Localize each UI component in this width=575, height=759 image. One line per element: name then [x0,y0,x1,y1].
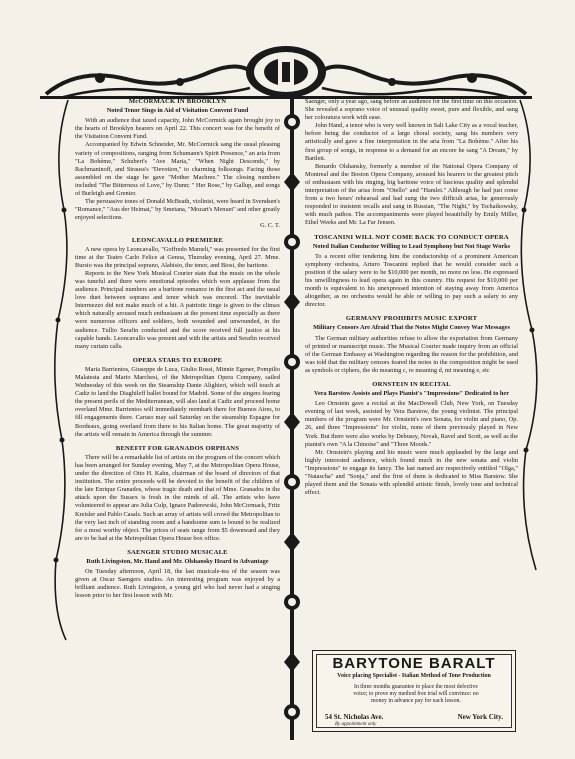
article-paragraph: Accompanied by Edwin Schneider, Mr. McCormick sang the usual pleasing variety of compositions, ranging from Schumann's Spirit Presence," an aria from "La Bohème," Schubert's "Ave Maria," "When Night Descends," by Rachmaninoff, and Strauss's "Devotion," to charming folksongs. Facing those assembled on the stage he gave "Mother Machree." The closing numbers included "The Bitterness of Love," by Dunn; " Her Rose," by Gallup, and songs of Burleigh and Grenier. [75,141,280,198]
article-saenger-studio [75,549,280,601]
right-border-ornament [514,90,548,590]
article-toscanini [305,234,518,310]
article-subtitle: Ruth Livingston, Mr. Hand and Mr. Olshansky Heard to Advantage [86,557,269,565]
article-title: McCORMACK IN BROOKLYN [128,98,227,105]
advertisement-title: BARYTONE BARALT [332,655,496,672]
article-title: LEONCAVALLO PREMIERE [131,236,224,244]
article-opera-stars [75,357,280,439]
article-paragraph: Leo Ornstein gave a recital at the MacDowell Club, New York, on Tuesday evening of last week, assisted by Vera Barstow, the young violinist. The principal numbers of the program were Mr. Ornstein's own Sonata, for violin and piano, Op. 26, and three "Impressions" for violin, none of them previously played in New York. But there were also works by Debussy, Novak, Ravel and Scott, as well as the pianist's own "A la Chinoise" and "Three Moods." [305,400,518,448]
article-granados-benefit [75,445,280,543]
article-paragraph: Mr. Ornstein's playing and his music were much applauded by the large and highly interested audience, which found much in the new sonata and violin "Impressions" to engage its fancy. The last named are respectively entitled "Olga," "Natascha" and "Sonja," and the first of them is dedicated to Miss Barstow. She played them and the Sonata with splendid artistic finish, lovely tone and technical effect. [305,448,518,497]
right-column [305,98,518,503]
article-paragraph: With an audience that taxed capacity, John McCormick again brought joy to the hearts of Brooklyn hearers on April 22. This concert was for the benefit of the Visitation Convent Fund. [75,117,280,141]
article-paragraph: The German military authorities refuse to allow the exportation from Germany of printed or manuscript music. The Musical Courier made inquiry from an official of the German Embassy at Washington regarding the reason for the prohibition, and was told that the military censors feared the notes in the composition might be used as symbols or ciphers, the do meaning c, re meaning d, mi meaning e, etc [305,334,518,374]
advertisement-baralt [312,650,516,732]
article-saenger-continued [305,98,518,228]
advertisement-address: 54 St. Nicholas Ave. [325,713,384,721]
advertisement-body: In three months guarantee to place the most defective voice; to prove my method free trial will convince: no money in advance pay for each lesson. [353,684,479,704]
article-title: ORNSTEIN IN RECITAL [372,381,451,388]
advertisement-note: By appointment only [335,722,377,727]
article-mccormack [75,98,280,231]
left-border-ornament [46,90,74,650]
article-paragraph: Benardo Olshansky, formerly a member of the National Opera Company of Montreal and the Boston Opera Company, aroused his hearers to the greatest pitch of enthusiasm with his ringing, big baritone voice of luscious quality and splendid interpretation of the arias from "Otello" and "Hamlet." Although he had just come from a two hours' rehearsal and had sung the two difficult arias, he generously responded to insistent recalls and sang in Russian, "The Night," by Tschaikowsky, with much pathos. The accompaniments were played beautifully by Emily Miller, Ethel Weeks and Mr. La Far Jensen. [305,162,518,227]
article-paragraph: To a recent offer tendering him the conductorship of a prominent American symphony orchestra, Arturo Toscanini replied that he would consider such a position if the salary were to be $10,000 per month, no more no less. He expressed his unwillingness to lead opera again in this country. His request for $10,000 per month is equivalent to his unexpressed intention of staying away from America altogether, as no orchestra would be able or willing to pay such a salary to any director. [305,252,518,309]
article-paragraph: The persuasive tones of Donald McBeath, violinist, were heard in Svendsen's "Romance," "Aus der Heimat," by Smetana, "Mozart's Menuet" and other greatly enjoyed selections. [75,198,280,222]
article-title: TOSCANINI WILL NOT COME BACK TO CONDUCT OPERA [314,233,509,241]
article-paragraph: There will be a remarkable list of artists on the program of the concert which has been arranged for Sunday evening, May 7, at the Metropolitan Opera House, under the direction of Otto H. Kahn, chairman of the board of directors of that institution. The entire proceeds will be devoted to the benefit of the children of the late Enrique Granados, whose tragic death and that of Mme. Granados in the attack upon the Sussex is fresh in the minds of all. The artists who have volunteered to appear are Julia Culp, Ignace Paderewski, John McCormack, Fritz Kreisler and Pablo Casals. Such an array of artists will crowd the Metropolitan to the very last inch of standing room and a handsome sum is bound to be realized for a most worthy object. The prices of seats range from $5 downward and they are to be had at the Metropolitan Opera House box office. [75,453,280,542]
article-paragraph: Maria Barrientos, Giuseppe de Luca, Giulio Rossi, Minnie Egener, Pompilio Malatesta and Mario Marchesi, of the Metropolitan Opera Company, sailed Wednesday of this week on the Steamship Dante Alighieri, which will touch at Cadiz to land the Diaghileff ballet bound for Madrid. Some of the singers fearing the present perils of the Mediterranean, will also land at Cadiz and proceed home overland Mme. Barrientos will immediately reembark there for Buenos Aires, to fill engagements there. Caruso may sail Saturday on the steamship Espagne for Bordeaux, going overland from there to his Italian home. The great majority of the artists will remain in America through the summer. [75,365,280,438]
article-paragraph: John Hand, a tenor who is very well known in Salt Lake City as a vocal teacher, before being the conductor of a large choral society, sang his numbers very artistically and gave a fine interpretation in the aria from "La Bohème." After his first group of songs, in response to a demand for an encore he sang "A Dream," by Bartlett. [305,122,518,162]
article-signature: G. C. T. [260,222,280,230]
article-paragraph: Saenger, only a year ago, sang before an audience for the first time on this occasion. She revealed a soprano voice of unusual quality sweet, pure and flexible, and sang her coloratura work with ease. [305,98,518,122]
article-title: BENEFIT FOR GRANADOS ORPHANS [115,444,240,452]
article-subtitle: Vera Barstow Assists and Plays Pianist's "Impressions" Dedicated to her [313,390,510,398]
article-subtitle: Military Censors Are Afraid That the Notes Might Convey War Messages [313,324,510,332]
article-paragraph: Reports to the New York Musical Courier state that the music on the whole was tuneful and there were emotional episodes which won applause from the audience. Principal numbers are a baritone romance in the first act and the usual love duet between soprano and tenor which was encored. The inevitable Intermezzo did not make much of a hit. A patriotic tinge is given to the climax which naturally aroused much enthusiasm at the present time especially as there were numerous officers and soldiers, both wounded and unwounded, in the audience. Tullio Serafin conducted and the score received full justice at his capable hands. Leoncavallo was present and with the artists and Serafin received many curtain calls. [75,269,280,350]
article-subtitle: Noted Italian Conductor Willing to Lead Symphony but Not Stage Works [312,242,511,250]
article-paragraph: A new opera by Leoncavallo, "Goffredo Mameli," was presented for the first time at the Teatro Carlo Felice at Genoa, Thursday evening, April 27. Mme. Bursio was the principal soprano, Alabisio, the tenor, and Biosi, the baritone. [75,245,280,269]
advertisement-city: New York City. [457,713,503,721]
article-ornstein-recital [305,381,518,497]
article-title: OPERA STARS TO EUROPE [132,356,223,364]
left-column [75,98,280,606]
article-leoncavallo [75,237,280,351]
article-paragraph: On Tuesday afternoon, April 18, the last musicale-tea of the season was given at Oscar Saengers studios. An interesting program was enjoyed by a brilliant audience. Ruth Livingston, a young girl who had never had a singing lesson prior to her first lesson with Mr. [75,568,280,600]
column-divider-ornament [281,92,303,740]
article-subtitle: Noted Tenor Sings in Aid of Visitation Convent Fund [106,107,249,115]
advertisement-subtitle: Voice placing Specialist - Italian Method of Tone Production [337,673,491,679]
article-title: GERMANY PROHIBITS MUSIC EXPORT [345,315,478,323]
article-germany-music-export [305,315,518,375]
article-title: SAENGER STUDIO MUSICALE [127,548,228,556]
